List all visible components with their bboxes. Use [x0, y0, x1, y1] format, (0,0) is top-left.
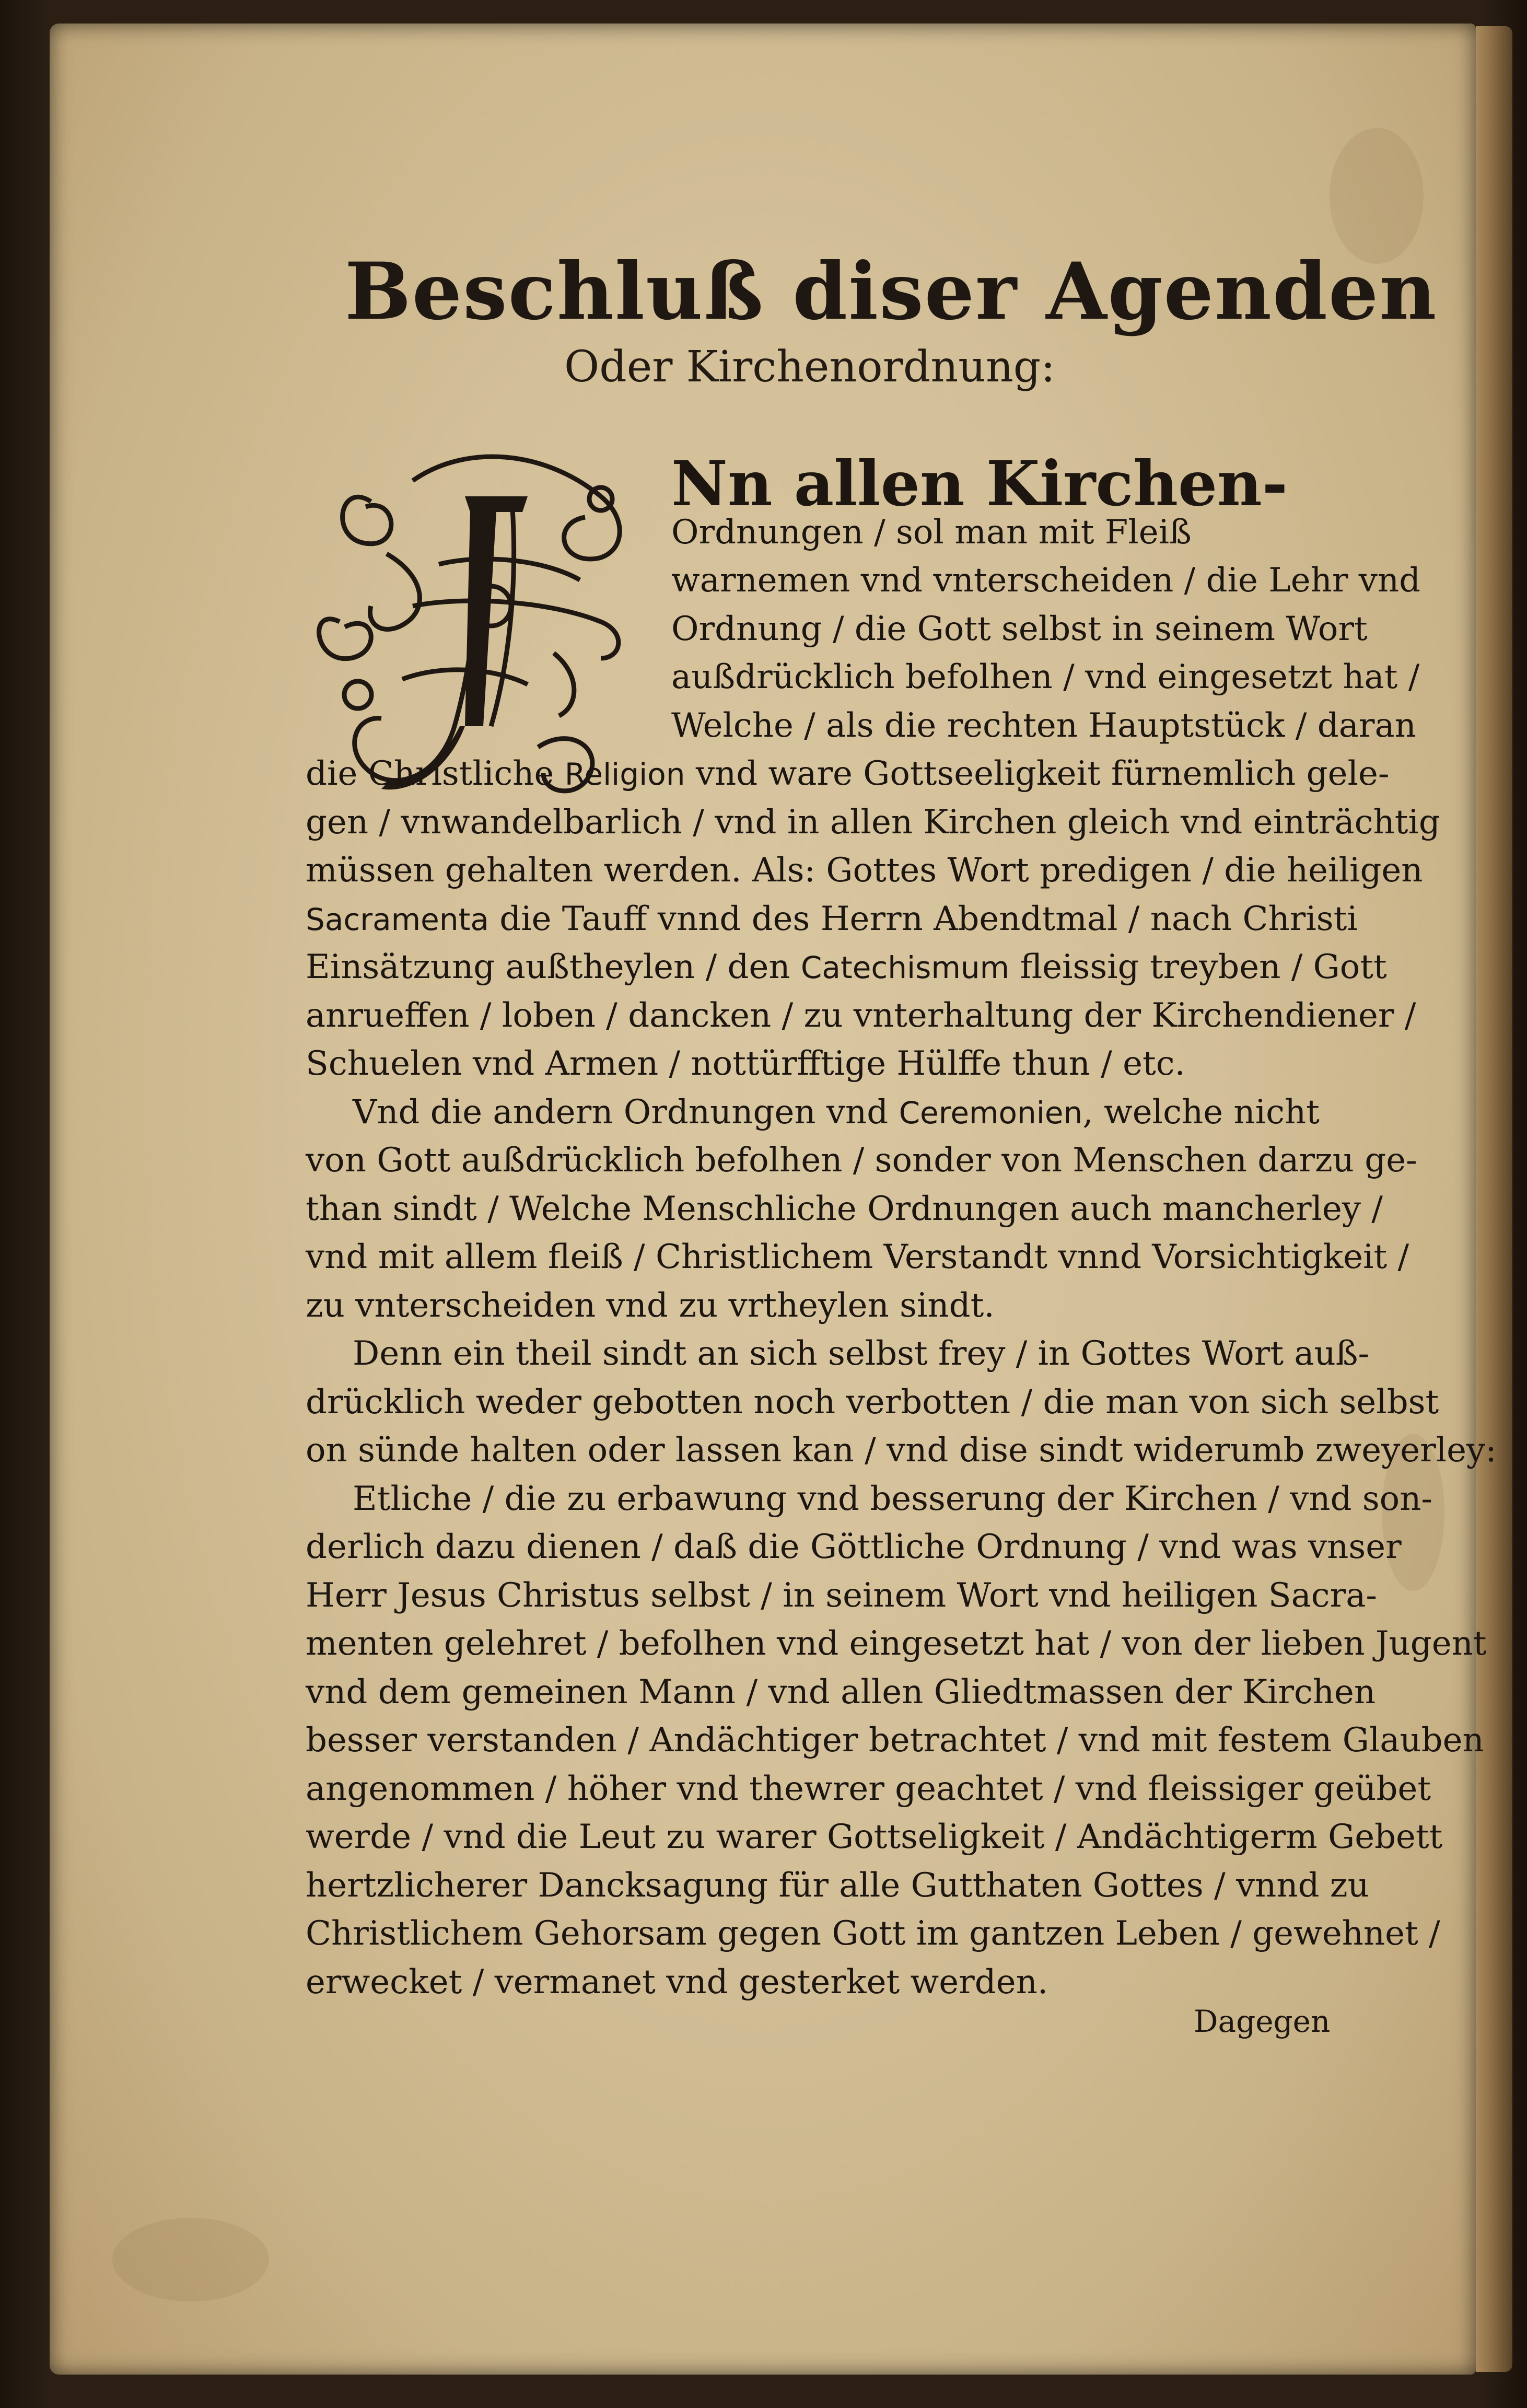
text-line — [306, 1233, 1409, 1282]
text-line — [306, 1475, 1433, 1523]
latin-word: Religion — [564, 757, 685, 792]
line-text: die Tauff vnnd des Herrn Abendtmal / nach Christi — [488, 899, 1358, 938]
line-text: , welche nicht — [1082, 1092, 1320, 1132]
line-text: die Christliche — [306, 754, 565, 793]
facing-page-edge — [1476, 26, 1512, 2372]
page-subtitle: Oder Kirchenordnung: — [564, 342, 1055, 392]
line-text: on sünde halten oder lassen kan / vnd dise sindt widerumb zweyerley: — [306, 1431, 1497, 1470]
latin-word: Sacramenta — [306, 901, 489, 937]
text-line — [306, 653, 1420, 702]
line-text: than sindt / Welche Menschliche Ordnungen auch mancherley / — [306, 1189, 1383, 1228]
text-line — [306, 1136, 1417, 1185]
line-text: fleissig treyben / Gott — [1009, 948, 1387, 986]
text-line — [306, 1716, 1484, 1765]
text-line — [306, 1862, 1369, 1910]
line-text: Etliche / die zu erbawung vnd besserung der Kirchen / vnd son- — [353, 1479, 1433, 1518]
paper-stain — [1330, 128, 1424, 264]
text-line — [306, 846, 1423, 895]
line-text: anrueffen / loben / dancken / zu vnterhaltung der Kirchendiener / — [306, 996, 1416, 1035]
line-text: außdrücklich befolhen / vnd eingesetzt hat / — [671, 658, 1420, 696]
line-text: müssen gehalten werden. Als: Gottes Wort predigen / die heiligen — [306, 851, 1423, 890]
line-text: von Gott außdrücklich befolhen / sonder von Menschen darzu ge- — [306, 1141, 1417, 1180]
line-text: hertzlicherer Dancksagung für alle Gutthaten Gottes / vnnd zu — [306, 1866, 1369, 1905]
text-line — [306, 992, 1416, 1040]
text-line — [306, 1813, 1443, 1862]
line-text: gen / vnwandelbarlich / vnd in allen Kirchen gleich vnd einträchtig — [306, 802, 1440, 842]
line-text: drücklich weder gebotten noch verbotten / die man von sich selbst — [306, 1382, 1439, 1422]
text-line — [306, 1910, 1440, 1958]
body-text — [306, 447, 1497, 2006]
paper-stain — [112, 2218, 269, 2301]
text-line — [306, 943, 1387, 992]
line-text: besser verstanden / Andächtiger betrachtet / vnd mit festem Glauben — [306, 1721, 1484, 1760]
catchword: Dagegen — [1194, 2004, 1331, 2039]
line-text: werde / vnd die Leut zu warer Gottseligkeit / Andächtigerm Gebett — [306, 1818, 1443, 1856]
line-text: warnemen vnd vnterscheiden / die Lehr vnd — [671, 561, 1421, 600]
line-text: Ordnung / die Gott selbst in seinem Wort — [671, 609, 1368, 648]
text-line — [306, 1620, 1487, 1668]
line-text: vnd ware Gottseeligkeit fürnemlich gele- — [685, 754, 1390, 793]
text-line — [306, 508, 1330, 557]
text-line — [306, 556, 1421, 605]
line-text: vnd mit allem fleiß / Christlichem Verstandt vnnd Vorsichtigkeit / — [306, 1238, 1409, 1276]
text-line — [306, 702, 1416, 750]
line-text: derlich dazu dienen / daß die Göttliche Ordnung / vnd was vnser — [306, 1528, 1402, 1566]
line-text: Denn ein theil sindt an sich selbst frey / in Gottes Wort auß- — [353, 1334, 1370, 1373]
text-line — [306, 1523, 1402, 1572]
text-line — [306, 1185, 1383, 1234]
text-line — [306, 1765, 1431, 1813]
line-text: Schuelen vnd Armen / nottürfftige Hülffe thun / etc. — [306, 1044, 1185, 1083]
text-line — [306, 1958, 1330, 2007]
latin-word: Catechismum — [800, 950, 1010, 985]
text-line — [306, 1668, 1376, 1717]
line-text: Ordnungen / sol man mit Fleiß — [671, 513, 1192, 552]
text-line — [306, 1088, 1330, 1137]
latin-word: Ceremonien — [899, 1095, 1083, 1131]
line-text: Einsätzung außtheylen / den — [306, 948, 801, 986]
text-line — [306, 750, 1390, 798]
text-line — [306, 447, 1330, 520]
text-line — [306, 1378, 1439, 1427]
text-line — [306, 1330, 1370, 1378]
line-text: vnd dem gemeinen Mann / vnd allen Gliedtmassen der Kirchen — [306, 1672, 1376, 1712]
line-text: Welche / als die rechten Hauptstück / daran — [671, 706, 1416, 745]
text-line — [306, 1572, 1377, 1620]
line-text: angenommen / höher vnd thewrer geachtet / vnd fleissiger geübet — [306, 1769, 1431, 1808]
line-text: menten gelehret / befolhen vnd eingesetzt hat / von der lieben Jugent — [306, 1624, 1487, 1663]
text-line — [306, 1040, 1330, 1088]
line-text: Herr Jesus Christus selbst / in seinem Wort vnd heiligen Sacra- — [306, 1576, 1377, 1615]
text-line — [306, 1282, 1330, 1330]
line-text: erwecket / vermanet vnd gesterket werden. — [306, 1962, 1048, 2002]
line-text: Nn allen Kirchen- — [671, 447, 1288, 520]
text-line — [306, 895, 1358, 944]
text-line — [306, 605, 1368, 654]
page-title: Beschluß diser Agenden — [345, 246, 1438, 338]
text-line — [306, 1426, 1497, 1475]
text-line — [306, 798, 1440, 847]
line-text: Vnd die andern Ordnungen vnd — [353, 1092, 899, 1132]
line-text: Christlichem Gehorsam gegen Gott im gantzen Leben / gewehnet / — [306, 1914, 1440, 1953]
line-text: zu vnterscheiden vnd zu vrtheylen sindt. — [306, 1286, 995, 1325]
